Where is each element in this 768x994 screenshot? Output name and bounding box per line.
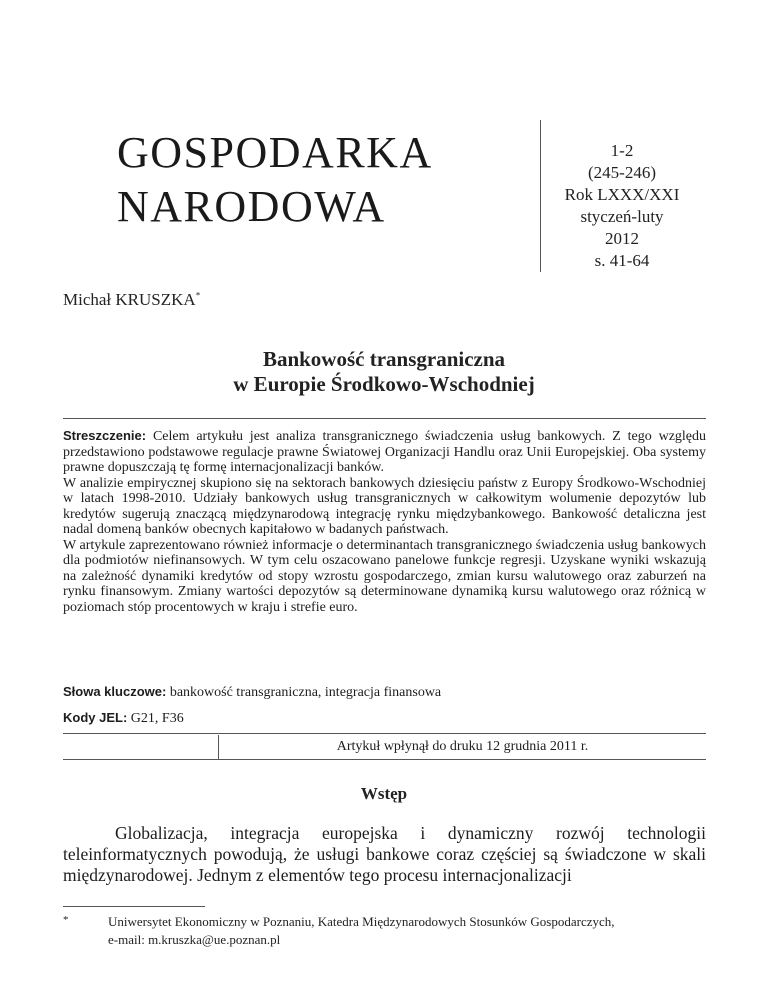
abstract-paragraph-1 bbox=[63, 428, 706, 476]
footnote-rule bbox=[63, 906, 205, 907]
issue-year: 2012 bbox=[605, 229, 639, 248]
abstract-top-rule bbox=[63, 418, 706, 419]
jel-value: G21, F36 bbox=[130, 711, 184, 726]
jel-label: Kody JEL: bbox=[63, 710, 128, 725]
journal-title-line-1: GOSPODARKA bbox=[117, 128, 433, 177]
journal-title-line-2: NARODOWA bbox=[117, 182, 386, 231]
journal-title bbox=[117, 126, 507, 234]
keywords bbox=[63, 684, 706, 701]
section-heading: Wstęp bbox=[360, 784, 408, 803]
article-title bbox=[0, 347, 768, 397]
abstract-bottom-rule bbox=[63, 733, 706, 734]
footnote-email: e-mail: m.kruszka@ue.poznan.pl bbox=[108, 932, 281, 947]
footnote-marker: * bbox=[63, 914, 69, 926]
author-footnote-marker: * bbox=[195, 290, 201, 301]
issue-info bbox=[540, 120, 703, 272]
abstract bbox=[63, 428, 706, 615]
author bbox=[63, 290, 200, 310]
volume: Rok LXXX/XXI bbox=[564, 185, 680, 204]
page-range: s. 41-64 bbox=[594, 251, 650, 270]
author-name: Michał KRUSZKA bbox=[63, 290, 196, 309]
footnote bbox=[63, 913, 706, 949]
article-title-line-2: w Europie Środkowo-Wschodniej bbox=[233, 372, 535, 396]
keywords-label: Słowa kluczowe: bbox=[63, 684, 167, 699]
received-date: Artykuł wpłynął do druku 12 grudnia 2011 r. bbox=[218, 735, 706, 759]
intro-paragraph: Globalizacja, integracja europejska i dynamiczny rozwój technologii teleinformatycznych powodują, że usługi bankowe coraz częściej są świadczone w skali międzynarodowej. Jednym z elementów tego procesu internacjonalizacji bbox=[63, 823, 706, 885]
received-bottom-rule bbox=[63, 759, 706, 760]
issue-number: 1-2 bbox=[610, 141, 634, 160]
footnote-affiliation: Uniwersytet Ekonomiczny w Poznaniu, Katedra Międzynarodowych Stosunków Gospodarczych, bbox=[108, 914, 615, 929]
jel-codes bbox=[63, 710, 706, 727]
abstract-paragraph-2: W analizie empirycznej skupiono się na sektorach bankowych dziesięciu państw z Europy Środkowo-Wschodniej w latach 1998-2010. Udziały bankowych usług transgranicznych w całkowitym wolumenie depozytów lub kredytów sugerują znaczącą międzynarodową integrację rynku międzybankowego. Bankowość detaliczna jest nadal domeną banków obecnych kapitałowo w badanych państwach. bbox=[63, 475, 706, 537]
abstract-paragraph-3: W artykule zaprezentowano również informacje o determinantach transgranicznego świadczenia usług bankowych dla podmiotów niefinansowych. W tym celu oszacowano panelowe funkcje regresji. Uzyskane wyniki wskazują na zależność dynamiki kredytów od stopy wzrostu gospodarczego, zmian kursu walutowego oraz zaburzeń na rynku finansowym. Zmiany wartości depozytów są determinowane dynamiką kursu walutowego oraz różnicą w poziomach stóp procentowych w kraju i strefie euro. bbox=[63, 537, 706, 615]
keywords-value: bankowość transgraniczna, integracja finansowa bbox=[169, 685, 442, 700]
issue-months: styczeń-luty bbox=[580, 207, 664, 226]
abstract-label: Streszczenie: bbox=[63, 428, 147, 443]
article-title-line-1: Bankowość transgraniczna bbox=[262, 347, 506, 371]
issue-range: (245-246) bbox=[588, 163, 656, 182]
abstract-text-1: Celem artykułu jest analiza transgranicznego świadczenia usług bankowych. Z tego względu przedstawiono podstawowe regulacje prawne Światowej Organizacji Handlu oraz Unii Europejskiej. Oba systemy prawne dopuszczają tę formę internacjonalizacji banków. bbox=[63, 429, 707, 475]
